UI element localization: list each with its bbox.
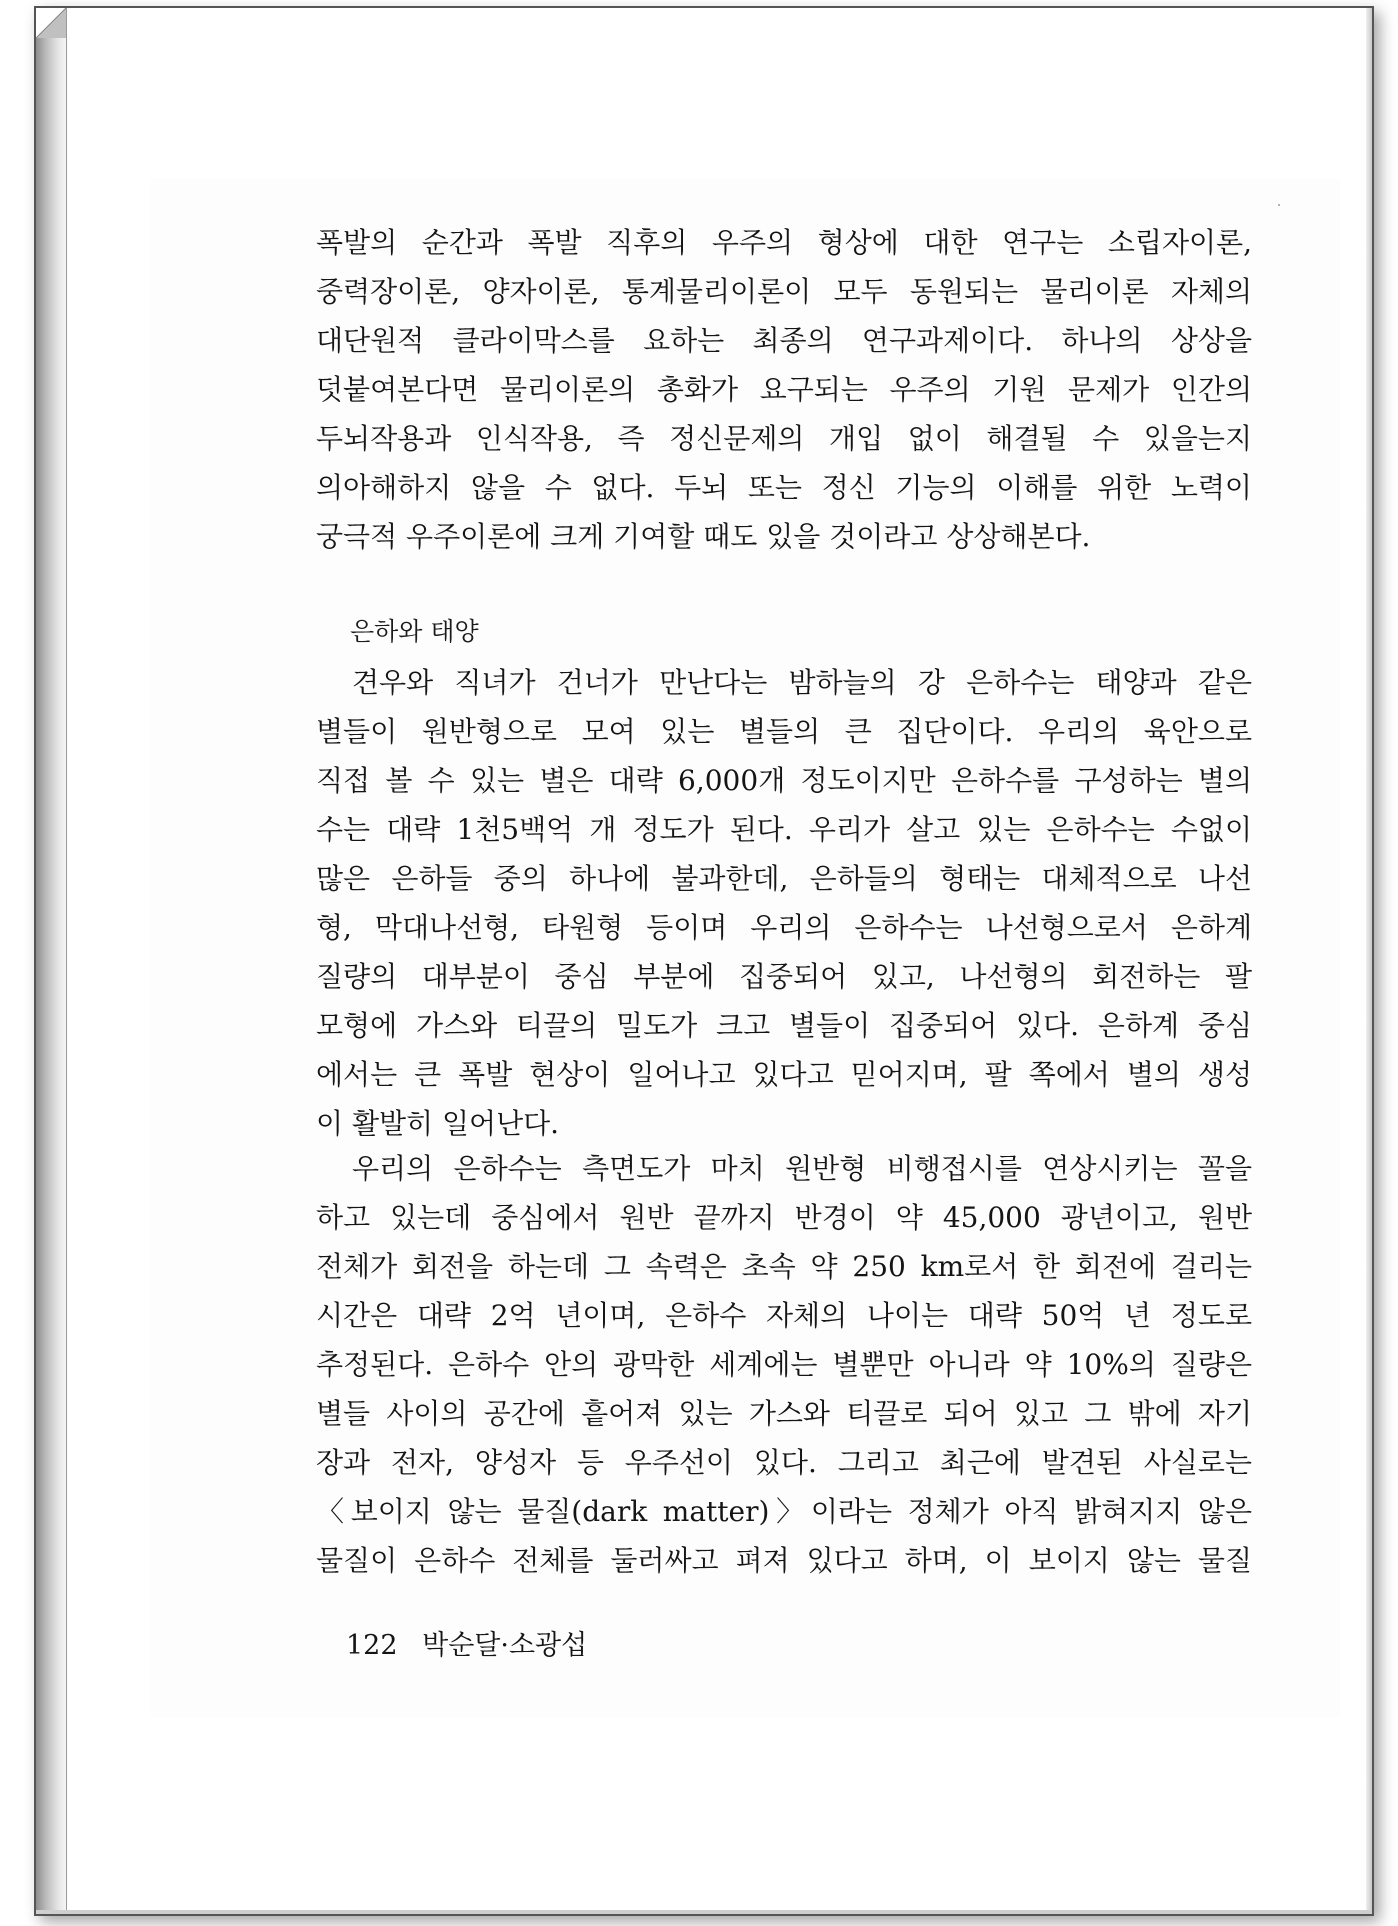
text-line: 많은 은하들 중의 하나에 불과한데, 은하들의 형태는 대체적으로 나선 (316, 862, 1252, 895)
text-line: 견우와 직녀가 건너가 만난다는 밤하늘의 강 은하수는 태양과 같은 (352, 666, 1252, 699)
paragraph-cosmic-origin (316, 218, 1252, 561)
section-heading: 은하와 태양 (350, 617, 479, 646)
text-line: 덧붙여본다면 물리이론의 총화가 요구되는 우주의 기원 문제가 인간의 (316, 373, 1252, 406)
text-line: 수는 대략 1천5백억 개 정도가 된다. 우리가 살고 있는 은하수는 수없이 (316, 813, 1252, 846)
text-line: 시간은 대략 2억 년이며, 은하수 자체의 나이는 대략 50억 년 정도로 (316, 1299, 1252, 1332)
text-line: 〈보이지 않는 물질(dark matter)〉이라는 정체가 아직 밝혀지지 않은 (316, 1495, 1252, 1528)
text-line: 별들 사이의 공간에 흩어져 있는 가스와 티끌로 되어 있고 그 밖에 자기 (316, 1397, 1252, 1430)
page-edge-bottom (36, 1910, 1372, 1914)
page-number: 122 (346, 1630, 398, 1661)
text-line: 이 활발히 일어난다. (316, 1107, 560, 1140)
text-line: 별들이 원반형으로 모여 있는 별들의 큰 집단이다. 우리의 육안으로 (316, 715, 1252, 748)
text-line: 의아해하지 않을 수 없다. 두뇌 또는 정신 기능의 이해를 위한 노력이 (316, 471, 1252, 504)
page-edge (1366, 8, 1372, 1914)
text-line: 직접 볼 수 있는 별은 대략 6,000개 정도이지만 은하수를 구성하는 별의 (316, 764, 1252, 797)
text-line: 중력장이론, 양자이론, 통계물리이론이 모두 동원되는 물리이론 자체의 (316, 275, 1252, 308)
text-line: 두뇌작용과 인식작용, 즉 정신문제의 개입 없이 해결될 수 있을는지 (316, 422, 1252, 455)
text-line: 물질이 은하수 전체를 둘러싸고 펴져 있다고 하며, 이 보이지 않는 물질 (316, 1544, 1252, 1577)
page-corner-fold (36, 8, 66, 38)
text-line: 하고 있는데 중심에서 원반 끝까지 반경이 약 45,000 광년이고, 원반 (316, 1201, 1252, 1234)
text-line: 에서는 큰 폭발 현상이 일어나고 있다고 믿어지며, 팔 쪽에서 별의 생성 (316, 1058, 1252, 1091)
page-footer (346, 1626, 587, 1666)
text-line: 장과 전자, 양성자 등 우주선이 있다. 그리고 최근에 발견된 사실로는 (316, 1446, 1252, 1479)
text-line: 궁극적 우주이론에 크게 기여할 때도 있을 것이라고 상상해본다. (316, 520, 1091, 553)
text-line: 전체가 회전을 하는데 그 속력은 초속 약 250 km로서 한 회전에 걸리는 (316, 1250, 1252, 1283)
text-line: 대단원적 클라이막스를 요하는 최종의 연구과제이다. 하나의 상상을 (316, 324, 1252, 357)
paragraph-milky-way (316, 1144, 1252, 1585)
text-line: 우리의 은하수는 측면도가 마치 원반형 비행접시를 연상시키는 꼴을 (352, 1152, 1252, 1185)
author-names: 박순달·소광섭 (422, 1630, 588, 1661)
text-line: 추정된다. 은하수 안의 광막한 세계에는 별뿐만 아니라 약 10%의 질량은 (316, 1348, 1252, 1381)
page-spine (36, 8, 67, 1914)
text-line: 모형에 가스와 티끌의 밀도가 크고 별들이 집중되어 있다. 은하계 중심 (316, 1009, 1252, 1042)
text-line: 폭발의 순간과 폭발 직후의 우주의 형상에 대한 연구는 소립자이론, (316, 226, 1252, 259)
paragraph-galaxy (316, 658, 1252, 1148)
text-line: 질량의 대부분이 중심 부분에 집중되어 있고, 나선형의 회전하는 팔 (316, 960, 1252, 993)
text-line: 형, 막대나선형, 타원형 등이며 우리의 은하수는 나선형으로서 은하계 (316, 911, 1252, 944)
scan-speck (1278, 204, 1280, 206)
